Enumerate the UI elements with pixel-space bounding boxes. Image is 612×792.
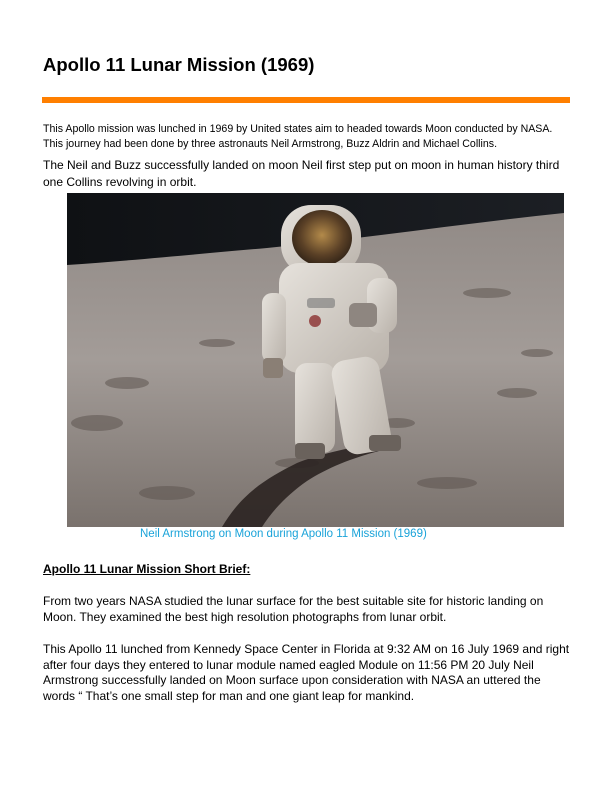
astronaut-on-moon-photo [67,193,564,527]
landing-paragraph: The Neil and Buzz successfully landed on moon Neil first step put on moon in human history third one Collins revolving in orbit. [43,158,560,189]
title-divider [42,97,570,103]
brief-paragraph-1: From two years NASA studied the lunar surface for the best suitable site for historic landing on Moon. They examined the best high resolution photographs from lunar orbit. [43,594,544,624]
section-heading: Apollo 11 Lunar Mission Short Brief: [43,562,251,576]
document-title: Apollo 11 Lunar Mission (1969) [43,54,315,75]
figure-caption: Neil Armstrong on Moon during Apollo 11 Mission (1969) [140,528,427,540]
brief-paragraph-2: This Apollo 11 lunched from Kennedy Space Center in Florida at 9:32 AM on 16 July 1969 and right after four days they entered to lunar module named eagled Module on 11:56 PM 20 July Neil Armstrong successfully landed on Moon surface upon consideration with NASA an uttered the words “ That’s one small step for man and one giant leap for mankind. [43,642,570,703]
intro-paragraph: This Apollo mission was lunched in 1969 by United states aim to headed towards Moon conducted by NASA. This journey had been done by three astronauts Neil Armstrong, Buzz Aldrin and Michael Collins. [43,123,553,150]
